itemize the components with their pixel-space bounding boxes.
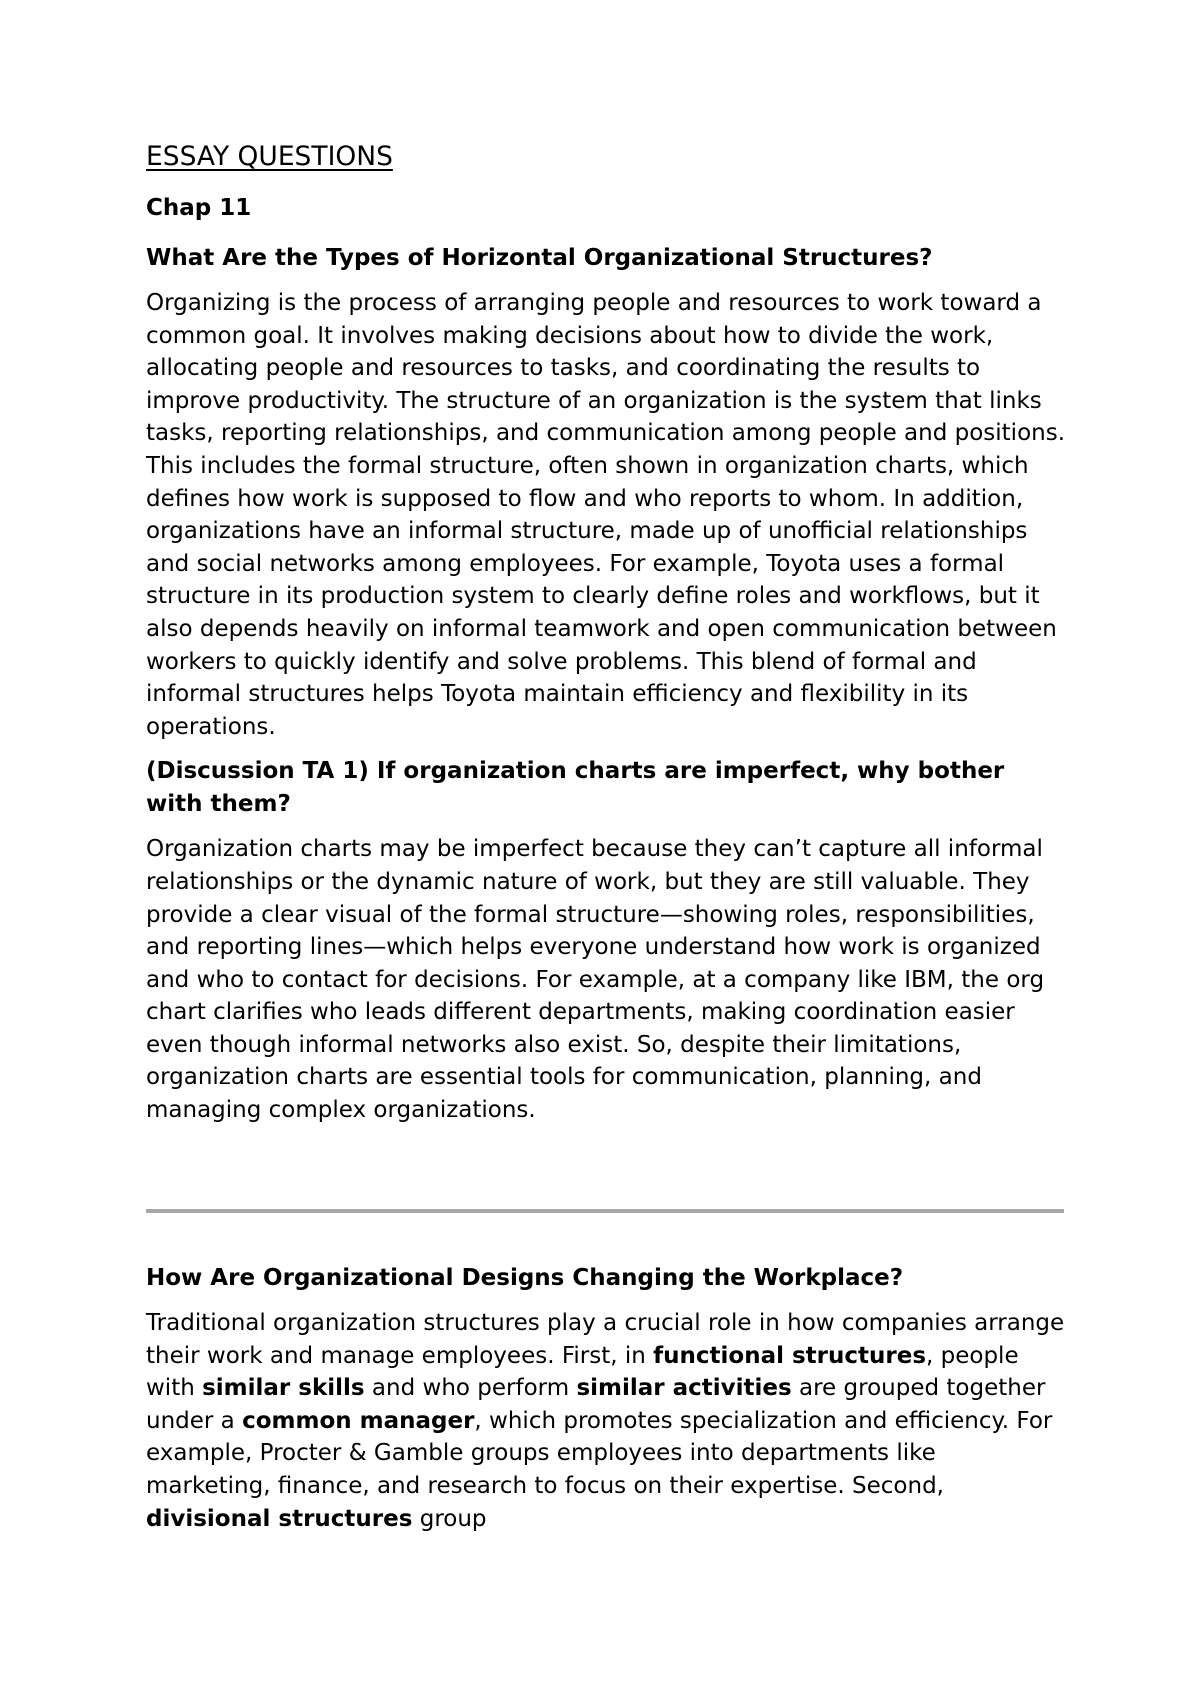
body-text: , which promotes specialization and efficiency. For example, Procter & Gamble groups employees into departments like marketing, finance, and research to focus on their expertise. Second,	[146, 1407, 1053, 1499]
section-heading-horizontal-structures: What Are the Types of Horizontal Organizational Structures?	[146, 245, 933, 271]
document-title: ESSAY QUESTIONS	[146, 141, 393, 172]
discussion-body: Organization charts may be imperfect because they can’t capture all informal relationships or the dynamic nature of work, but they are still valuable. They provide a clear visual of the formal structure—showing roles, responsibilities, and reporting lines—which helps everyone understand how work is organized and who to contact for decisions. For example, at a company like IBM, the org chart clarifies who leads different departments, making coordination easier even though informal networks also exist. So, despite their limitations, organization charts are essential tools for communication, planning, and managing complex organizations.	[146, 836, 1045, 1124]
section-heading-organizational-designs: How Are Organizational Designs Changing the Workplace?	[146, 1265, 904, 1291]
section-divider	[146, 1209, 1064, 1213]
section-body-horizontal-structures: Organizing is the process of arranging people and resources to work toward a common goal. It involves making decisions about how to divide the work, allocating people and resources to tasks, and coordinating the results to improve productivity. The structure of an organization is the system that links tasks, reporting relationships, and communication among people and positions. This includes the formal structure, often shown in organization charts, which defines how work is supposed to flow and who reports to whom. In addition, organizations have an informal structure, made up of unofficial relationships and social networks among employees. For example, Toyota uses a formal structure in its production system to clearly define roles and workflows, but it also depends heavily on informal teamwork and open communication between workers to quickly identify and solve problems. This blend of formal and informal structures helps Toyota maintain efficiency and flexibility in its operations.	[146, 290, 1066, 740]
body-text: group	[412, 1505, 487, 1532]
bold-term-divisional-structures: divisional structures	[146, 1505, 413, 1532]
bold-term-similar-skills: similar skills	[202, 1375, 365, 1402]
bold-term-similar-activities: similar activities	[576, 1375, 792, 1402]
document-page	[146, 140, 1066, 1139]
body-text: are grouped together under a	[146, 1375, 1046, 1434]
bold-term-common-manager: common manager	[242, 1407, 475, 1434]
discussion-heading: (Discussion TA 1) If organization charts are imperfect, why bother with them?	[146, 758, 1005, 818]
body-text: , people with	[146, 1342, 1019, 1402]
chapter-label: Chap 11	[146, 195, 252, 221]
section-body-organizational-designs	[146, 1307, 1066, 1535]
body-text: and who perform	[364, 1375, 577, 1402]
body-text: Traditional organization structures play a crucial role in how companies arrange their work and manage employees. First, in	[146, 1310, 1065, 1369]
section-organizational-designs	[146, 1262, 1066, 1547]
bold-term-functional-structures: functional structures	[653, 1342, 927, 1369]
